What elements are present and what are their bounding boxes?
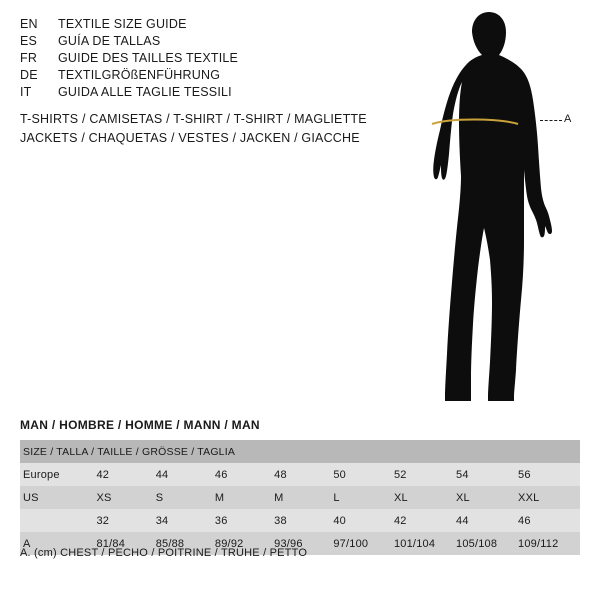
language-code: EN <box>20 17 38 31</box>
cell-us-0: XS <box>96 486 155 509</box>
language-code: ES <box>20 34 38 48</box>
cell-a-6: 105/108 <box>456 532 518 555</box>
cell-a-4: 97/100 <box>333 532 394 555</box>
cell-a-0: 81/84 <box>96 532 155 555</box>
cell-us-2: M <box>215 486 274 509</box>
row-label-us-numeric <box>20 509 96 532</box>
language-title: GUIDE DES TAILLES TEXTILE <box>58 51 239 65</box>
table-row <box>20 463 580 486</box>
cell-us-3: M <box>274 486 333 509</box>
language-row <box>20 50 350 67</box>
language-title: GUIDA ALLE TAGLIE TESSILI <box>58 85 232 99</box>
language-title: TEXTILGRÖßENFÜHRUNG <box>58 68 221 82</box>
language-row <box>20 84 350 101</box>
category-list <box>20 110 380 148</box>
cell-europe-2: 46 <box>215 463 274 486</box>
row-label-a: A <box>20 532 96 555</box>
language-row <box>20 67 350 84</box>
cell-europe-1: 44 <box>156 463 215 486</box>
table-row <box>20 509 580 532</box>
cell-a-7: 109/112 <box>518 532 580 555</box>
cell-usnum-5: 42 <box>394 509 456 532</box>
language-row <box>20 33 350 50</box>
language-code: FR <box>20 51 38 65</box>
cell-usnum-6: 44 <box>456 509 518 532</box>
chest-measure-line <box>430 115 520 129</box>
language-title: GUÍA DE TALLAS <box>58 34 161 48</box>
language-code: DE <box>20 68 38 82</box>
male-silhouette-icon <box>400 10 600 405</box>
language-title: TEXTILE SIZE GUIDE <box>58 17 187 31</box>
language-list <box>20 16 350 101</box>
cell-europe-0: 42 <box>96 463 155 486</box>
row-label-us: US <box>20 486 96 509</box>
cell-a-5: 101/104 <box>394 532 456 555</box>
cell-europe-5: 52 <box>394 463 456 486</box>
cell-europe-3: 48 <box>274 463 333 486</box>
table-title-man: MAN / HOMBRE / HOMME / MANN / MAN <box>20 418 260 432</box>
cell-us-1: S <box>156 486 215 509</box>
cell-europe-6: 54 <box>456 463 518 486</box>
measure-label-a: A <box>564 113 572 125</box>
cell-usnum-4: 40 <box>333 509 394 532</box>
body-silhouette-illustration <box>400 10 600 405</box>
category-tshirts: T-SHIRTS / CAMISETAS / T-SHIRT / T-SHIRT / MAGLIETTE <box>20 112 367 126</box>
footnote-chest-measure: A. (cm) CHEST / PECHO / POITRINE / TRUHE / PETTO <box>20 547 308 559</box>
cell-us-5: XL <box>394 486 456 509</box>
cell-europe-7: 56 <box>518 463 580 486</box>
measure-leader-line <box>540 120 562 121</box>
table-header-label: SIZE / TALLA / TAILLE / GRÖSSE / TAGLIA <box>20 440 580 463</box>
cell-us-7: XXL <box>518 486 580 509</box>
table-row <box>20 486 580 509</box>
row-label-europe: Europe <box>20 463 96 486</box>
size-table <box>20 440 580 555</box>
cell-usnum-0: 32 <box>96 509 155 532</box>
cell-us-6: XL <box>456 486 518 509</box>
language-code: IT <box>20 85 32 99</box>
table-header-row <box>20 440 580 463</box>
category-jackets: JACKETS / CHAQUETAS / VESTES / JACKEN / GIACCHE <box>20 131 360 145</box>
cell-usnum-7: 46 <box>518 509 580 532</box>
cell-a-2: 89/92 <box>215 532 274 555</box>
cell-usnum-2: 36 <box>215 509 274 532</box>
cell-usnum-1: 34 <box>156 509 215 532</box>
cell-us-4: L <box>333 486 394 509</box>
cell-usnum-3: 38 <box>274 509 333 532</box>
cell-a-3: 93/96 <box>274 532 333 555</box>
cell-europe-4: 50 <box>333 463 394 486</box>
cell-a-1: 85/88 <box>156 532 215 555</box>
language-row <box>20 16 350 33</box>
